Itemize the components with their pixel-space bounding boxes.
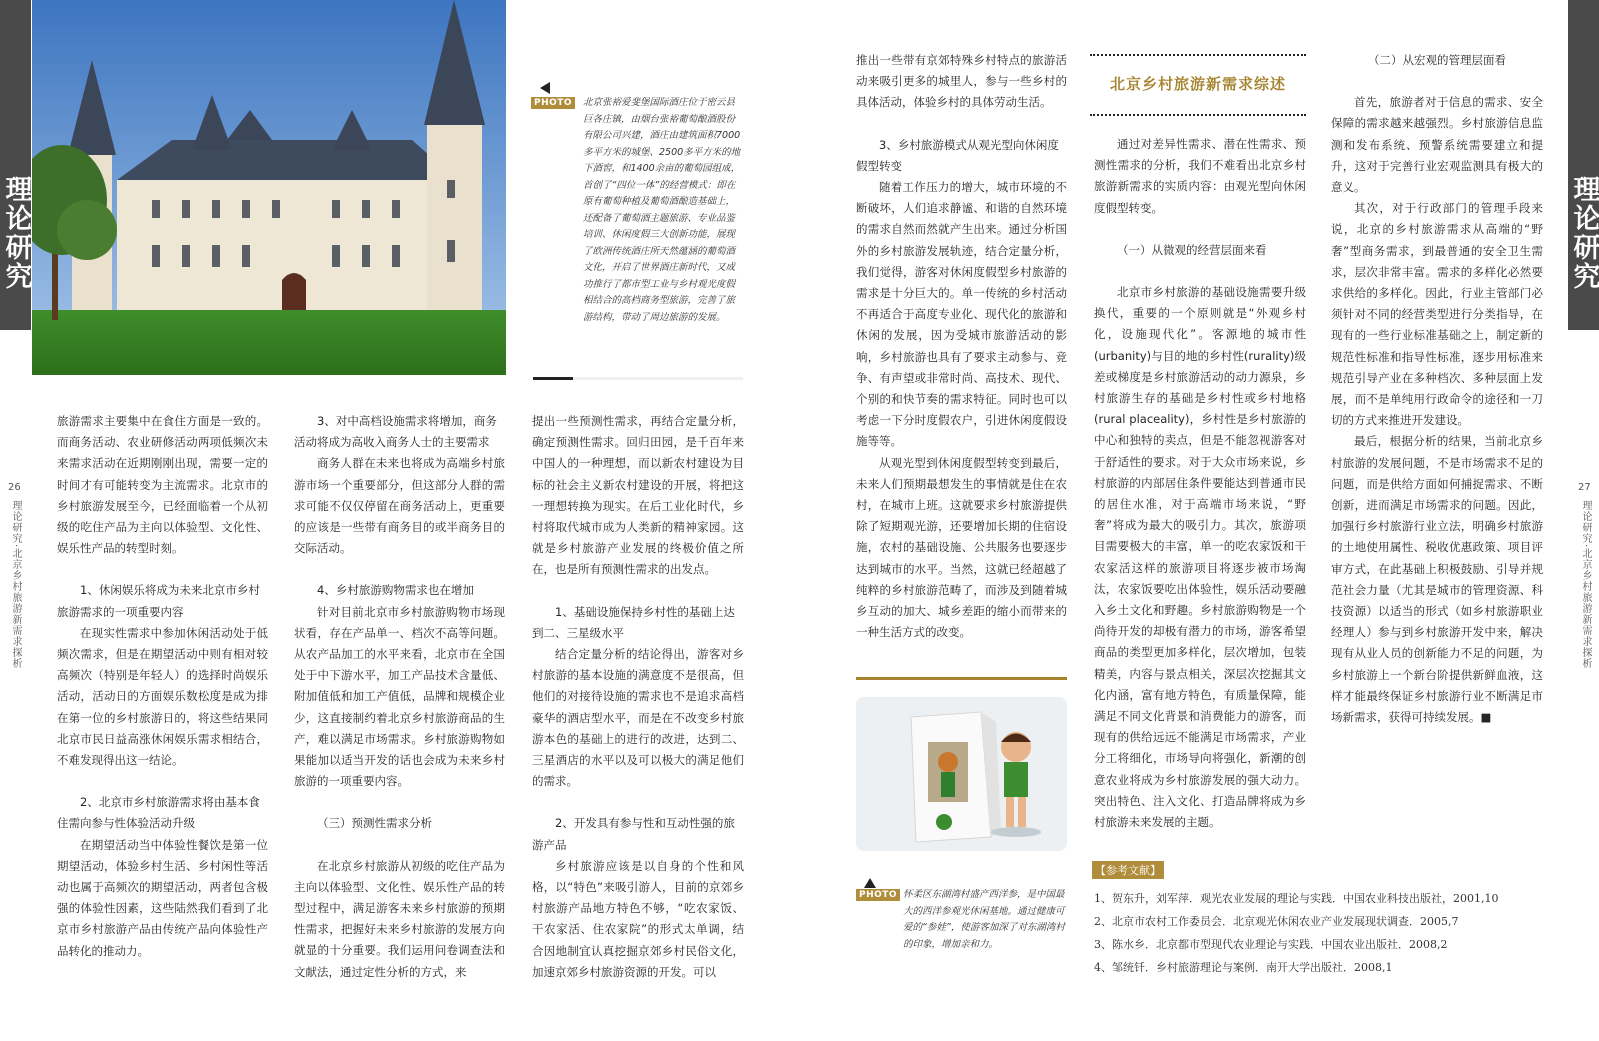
subheading: 1、基础设施保持乡村性的基础上达到二、三星级水平 [532, 604, 735, 640]
photo-label-right: PHOTO [856, 889, 900, 901]
subheading: （三）预测性需求分析 [317, 816, 432, 831]
body-paragraph: 旅游需求主要集中在食住方面是一致的。而商务活动、农业研修活动两项低频次未来需求活动在近期刚刚出现，需要一定的时间才有可能转变为主流需求。北京市的乡村旅游发展至今，已经面临着一个从初级的吃住产品为主向以体验型、文化性、娱乐性产品的转型时刻。 [57, 414, 268, 556]
paragraph-gap [294, 835, 505, 856]
triangle-left-icon [538, 81, 552, 95]
subheading: 3、对中高档设施需求将增加，商务活动将成为高收入商务人士的主要需求 [294, 414, 497, 450]
paragraph-gap [532, 792, 744, 813]
body-paragraph: 在北京乡村旅游从初级的吃住产品为主向以体验型、文化性、娱乐性产品的转型过程中，满足游客未来乡村旅游的预期性需求，把握好未来乡村旅游的发展方向就显的十分重要。我们运用问卷调查法和文献法，通过定性分析的方式，来 [294, 858, 505, 979]
paragraph-gap [1331, 71, 1543, 92]
right-page-number: 27 [1578, 482, 1591, 493]
photo-top-rule [856, 677, 1067, 680]
paragraph-gap [57, 771, 268, 792]
body-paragraph: 从观光型到休闲度假型转变到最后，未来人们预期最想发生的事情就是住在农村，在城市上班。这就要求乡村旅游提供除了短期观光游，还要增加长期的住宿设施，农村的基础设施、公共服务也要逐步达到城市的水平。当然，这就已经超越了纯粹的乡村旅游范畴了，而涉及到随着城乡互动的加大、城乡差距的缩小而带来的一种生活方式的改变。 [856, 455, 1067, 640]
left-running-head: 理论研究·北京乡村旅游新需求探析 [10, 500, 21, 670]
reference-item: 1、贺东升，刘军萍．观光农业发展的理论与实践．中国农业科技出版社，2001,10 [1094, 892, 1499, 905]
left-column-2 [294, 411, 505, 983]
right-running-head: 理论研究·北京乡村旅游新需求探析 [1580, 500, 1591, 670]
reference-item: 4、邹统钎．乡村旅游理论与案例．南开大学出版社．2008,1 [1094, 961, 1393, 974]
body-paragraph: 结合定量分析的结论得出，游客对乡村旅游的基本设施的满意度不是很高，但他们的对接待设施的需求也不是追求高档豪华的酒店型水平，而是在不改变乡村旅游本色的基础上的进行的改进，达到二、三星酒店的水平以及可以极大的满足他们的需求。 [532, 647, 744, 789]
body-paragraph: 北京市乡村旅游的基础设施需要升级换代，重要的一个原则就是“外观乡村化，设施现代化”。客源地的城市性(urbanity)与目的地的乡村性(rurality)级差或梯度是乡村旅游活动的动力源泉，乡村旅游生存的基础是乡村性或乡村地格(rural placeality)，乡村性是乡村旅游的中心和独特的卖点，但是不能忽视游客对于舒适性的要求。对于大众市场来说，乡村旅游的内部居住条件要能达到普通市民的居住水准，对于高端市场来说，“野奢”将成为最大的吸引力。其次，旅游项目需要极大的丰富，单一的吃农家饭和干农家活这样的旅游项目将逐步被市场淘汰，农家饭要吃出体验性，娱乐活动要融入乡土文化和野趣。乡村旅游购物是一个尚待开发的却极有潜力的市场，游客希望商品的类型更加多样化，层次增加，包装精美，内容与景点相关，深层次挖掘其文化内涵，富有地方特色，有质量保障，能满足不同文化背景和消费能力的游客，而现有的供给远远不能满足市场需求，产业分工将细化，市场导向将强化，新潮的创意农业将成为乡村旅游发展的强大动力。突出特色、注入文化、打造品牌将成为乡村旅游未来发展的主题。 [1094, 285, 1306, 830]
references-label: 【参考文献】 [1092, 861, 1164, 879]
subheading: （二）从宏观的管理层面看 [1368, 53, 1506, 67]
body-paragraph: 随着工作压力的增大，城市环境的不断破坏，人们追求静谧、和谐的自然环境的需求自然而然就产生出来。通过分析国外的乡村旅游发展轨迹，结合定量分析，我们觉得，游客对休闲度假型乡村旅游的需求是十分巨大的。单一传统的乡村活动不再适合于高度专业化、现代化的旅游和休闲的发展，因为受城市旅游活动的影响，乡村旅游也具有了要求主动参与、竞争、有声望或非常时尚、高技术、现代、个别的和快节奏的需求特征。同时也可以考虑一下分时度假农户，引进休闲度假设施等等。 [856, 180, 1067, 449]
body-paragraph: 乡村旅游应该是以自身的个性和风格，以“特色”来吸引游人，目前的京郊乡村旅游产品地方特色不够，“吃农家饭、干农家活、住农家院”的形式太单调，结合因地制宜认真挖掘京郊乡村民俗文化，加速京郊乡村旅游资源的开发。可以 [532, 858, 744, 979]
section-title-box [1090, 54, 1306, 116]
body-paragraph: 最后，根据分析的结果，当前北京乡村旅游的发展问题，不是市场需求不足的问题，而是供给方面如何捕捉需求、不断创新，进而满足市场需求的问题。因此，加强行乡村旅游行业立法，明确乡村旅游的土地使用属性、税收优惠政策、项目评审方式，在此基础上积极鼓励、引导并规范社会力量（尤其是城市的管理资源、科技资源）以适当的形式（如乡村旅游职业经理人）参与到乡村旅游开发中来，解决现有从业人员的创新能力不足的问题，为乡村旅游上一个新台阶提供新鲜血液，这样才能最终保证乡村旅游行业不断满足市场新需求，获得可持续发展。■ [1331, 434, 1543, 725]
body-paragraph: 商务人群在未来也将成为高端乡村旅游市场一个重要部分，但这部分人群的需求可能不仅仅停留在商务活动上，更重要的应该是一些带有商务目的或半商务目的交际活动。 [294, 456, 505, 556]
body-paragraph: 针对目前北京市乡村旅游购物市场现状看，存在产品单一、档次不高等问题。从农产品加工的水平来看，北京市在全国处于中下游水平，加工产品技术含量低、附加值低和加工产值低，品牌和规模企业少，这直接制约着北京乡村旅游商品的生产，难以满足市场需求。乡村旅游购物如果能加以适当开发的话也会成为未来乡村旅游的一项重要内容。 [294, 604, 505, 789]
subheading: 4、乡村旅游购物需求也在增加 [317, 583, 474, 598]
reference-item: 2、北京市农村工作委员会．北京观光休闲农业产业发展现状调查．2005,7 [1094, 915, 1459, 928]
body-paragraph: 其次，对于行政部门的管理手段来说，北京的乡村旅游需求从高端的“野奢”型商务需求，到最普通的安全卫生需求，层次非常丰富。需求的多样化必然要求供给的多样化。因此，行业主管部门必须针对不同的经营类型进行分类指导，在现有的一些行业标准基础之上，制定新的规范性标准和指导性标准，逐步用标准来规范引导产业在多种档次、多种层面上发展，而不是单纯用行政命令的途径和一刀切的方式来推进开发建设。 [1331, 201, 1543, 428]
body-paragraph: 在现实性需求中参加休闲活动处于低频次需求，但是在期望活动中则有相对较高频次（特别是年轻人）的选择时尚娱乐活动，活动日的方面娱乐数松度是成为排在第一位的乡村旅游日的，将这些结果同北京市民日益高涨休闲娱乐需求相结合，不难发现得出这一结论。 [57, 625, 268, 768]
paragraph-gap [856, 114, 1067, 135]
photo-label-left: PHOTO [531, 97, 575, 109]
section-title: 北京乡村旅游新需求综述 [1109, 75, 1286, 93]
right-column-3 [1331, 50, 1543, 728]
paragraph-gap [294, 559, 505, 580]
subheading: 2、开发具有参与性和互动性强的旅游产品 [532, 816, 735, 852]
reference-item: 3、陈水乡．北京都市型现代农业理论与实践．中国农业出版社．2008,2 [1094, 938, 1448, 951]
castle-photo [32, 0, 506, 375]
photo-marker-left [538, 80, 552, 94]
paragraph-gap [294, 792, 505, 813]
photo-marker-up [863, 874, 877, 886]
left-page-number: 26 [8, 482, 21, 493]
left-column-1 [57, 411, 268, 962]
triangle-up-icon [863, 877, 877, 889]
body-paragraph: 通过对差异性需求、潜在性需求、预测性需求的分析，我们不难看出北京乡村旅游新需求的实质内容：由观光型向休闲度假型转变。 [1094, 137, 1306, 215]
references-list [1094, 887, 1554, 979]
subheading: （一）从微观的经营层面来看 [1117, 242, 1267, 257]
paragraph-gap [532, 581, 744, 602]
body-paragraph: 首先，旅游者对于信息的需求、安全保障的需求越来越强烈。乡村旅游信息监测和发布系统、预警系统需要建立和提升，这对于完善行业宏观监测具有极大的意义。 [1331, 95, 1543, 195]
paragraph-gap [1094, 219, 1306, 240]
subheading: 2、北京市乡村旅游需求将由基本食住需向参与性体验活动升级 [57, 795, 260, 831]
body-paragraph: 推出一些带有京郊特殊乡村特点的旅游活动来吸引更多的城里人，参与一些乡村的具体活动，体验乡村的具体劳动生活。 [856, 53, 1067, 110]
photo-caption-right: 怀柔区东湖湾村盛产西洋参，是中国最大的西洋参观光休闲基地。通过健康可爱的“参娃”，使游客加深了对东湖湾村的印象，增加亲和力。 [903, 889, 1065, 950]
doll-photo [856, 697, 1067, 851]
left-sidebar-title: 理论研究 [0, 175, 32, 291]
subheading: 3、乡村旅游模式从观光型向休闲度假型转变 [856, 137, 1059, 173]
subheading: 1、休闲娱乐将成为未来北京市乡村旅游需求的一项重要内容 [57, 583, 260, 619]
right-column-1 [856, 50, 1067, 643]
photo-caption-left: 北京张裕爱斐堡国际酒庄位于密云县巨各庄镇，由烟台张裕葡萄酿酒股份有限公司兴建，酒庄由建筑面积7000多平方米的城堡、2500多平方米的地下酒窖，和1400余亩的葡萄园组成，首创了“四位一体”的经营模式：即在原有葡萄种植及葡萄酒酿造基础上，还配备了葡萄酒主题旅游、专业品鉴培训、休闲度假三大创新功能，展现了欧洲传统酒庄所天然蕴涵的葡萄酒文化，开启了世界酒庄新时代，又成功推行了都市型工业与乡村观光度假相结合的高档商务型旅游，完善了旅游结构，带动了周边旅游的发展。 [583, 97, 741, 323]
left-column-3 [532, 411, 744, 983]
right-sidebar-title: 理论研究 [1568, 175, 1599, 291]
paragraph-gap [1094, 261, 1306, 282]
body-paragraph: 在期望活动当中体验性餐饮是第一位期望活动，体验乡村生活、乡村闲性等活动也属于高频次的期望活动，两者包含极强的体验性因素，这些陆然我们看到了北京市乡村旅游产品由传统产品向体验性产品转化的推动力。 [57, 837, 268, 958]
paragraph-gap [57, 559, 268, 580]
caption-rule-left [533, 377, 743, 380]
right-column-2 [1094, 134, 1306, 833]
body-paragraph: 提出一些预测性需求，再结合定量分析，确定预测性需求。回归田园，是千百年来中国人的一种理想，而以新农村建设为目标的社会主义新农村建设的开展，将把这一理想转换为现实。在后工业化时代，乡村将取代城市成为人类新的精神家园。这就是乡村旅游产业发展的终极价值之所在，也是所有预测性需求的出发点。 [532, 414, 744, 577]
